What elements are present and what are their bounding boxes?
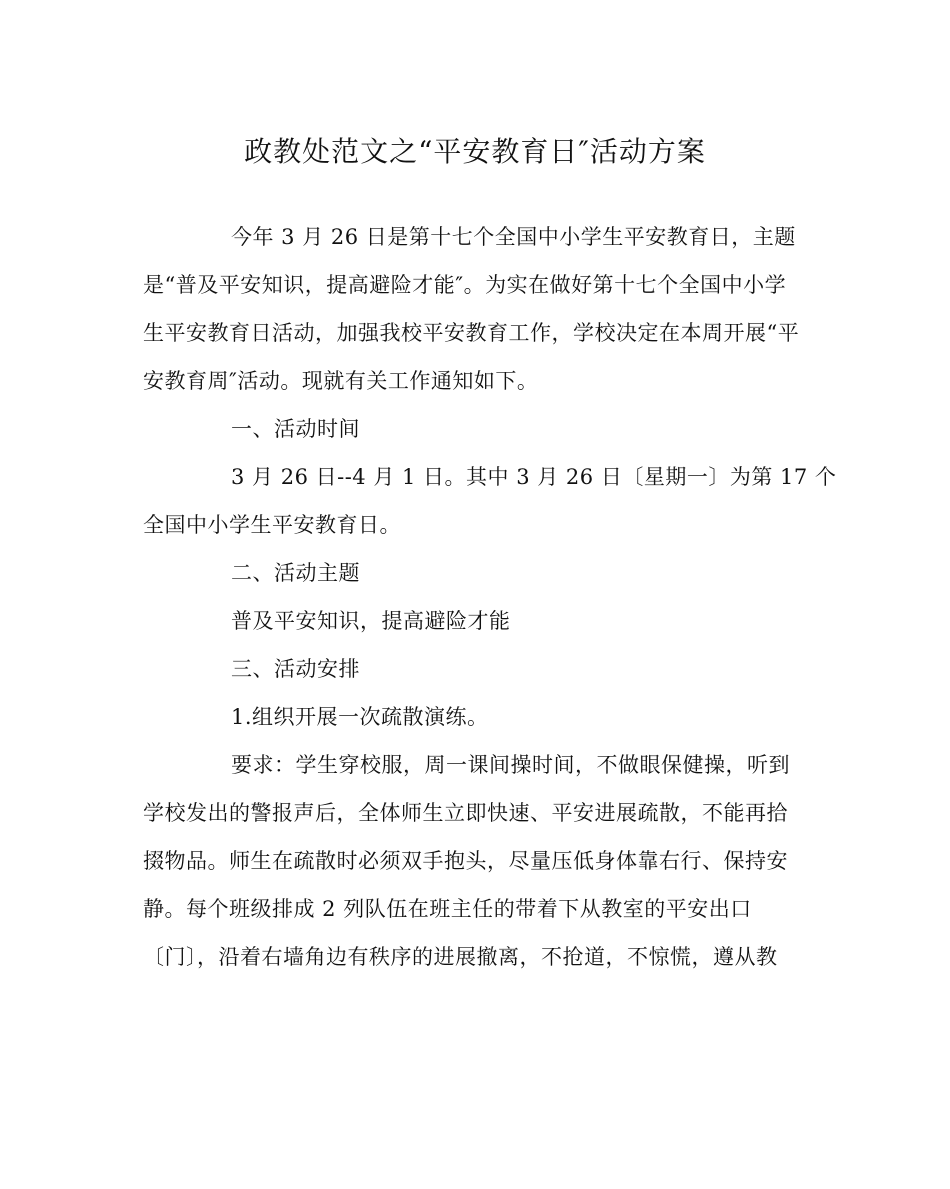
- paragraph-line: 3 月 26 日--4 月 1 日。其中 3 月 26 日〔星期一〕为第 17 个: [231, 465, 837, 489]
- paragraph-line: 〔门〕，沿着右墙角边有秩序的进展撤离，不抢道，不惊慌，遵从教: [143, 945, 778, 969]
- section-heading: 二、活动主题: [231, 561, 360, 585]
- paragraph-line: 生平安教育日活动，加强我校平安教育工作，学校决定在本周开展“平: [143, 321, 800, 345]
- section-heading: 一、活动时间: [231, 417, 360, 441]
- paragraph-line: 静。每个班级排成 2 列队伍在班主任的带着下从教室的平安出口: [143, 897, 752, 921]
- paragraph-line: 安教育周″活动。现就有关工作通知如下。: [143, 369, 539, 393]
- list-item: 1.组织开展一次疏散演练。: [231, 705, 489, 729]
- section-heading: 三、活动安排: [231, 657, 360, 681]
- document-title: 政教处范文之“平安教育日″活动方案: [244, 135, 706, 168]
- paragraph-line: 全国中小学生平安教育日。: [143, 513, 401, 537]
- paragraph-line: 掇物品。师生在疏散时必须双手抱头，尽量压低身体靠右行、保持安: [143, 849, 788, 873]
- paragraph-line: 今年 3 月 26 日是第十七个全国中小学生平安教育日，主题: [231, 225, 796, 249]
- paragraph-line: 是“普及平安知识，提高避险才能″。为实在做好第十七个全国中小学: [143, 273, 787, 297]
- paragraph-line: 要求：学生穿校服，周一课间操时间，不做眼保健操，听到: [231, 753, 790, 777]
- paragraph-line: 普及平安知识，提高避险才能: [231, 609, 511, 633]
- paragraph-line: 学校发出的警报声后，全体师生立即快速、平安进展疏散，不能再拾: [143, 801, 788, 825]
